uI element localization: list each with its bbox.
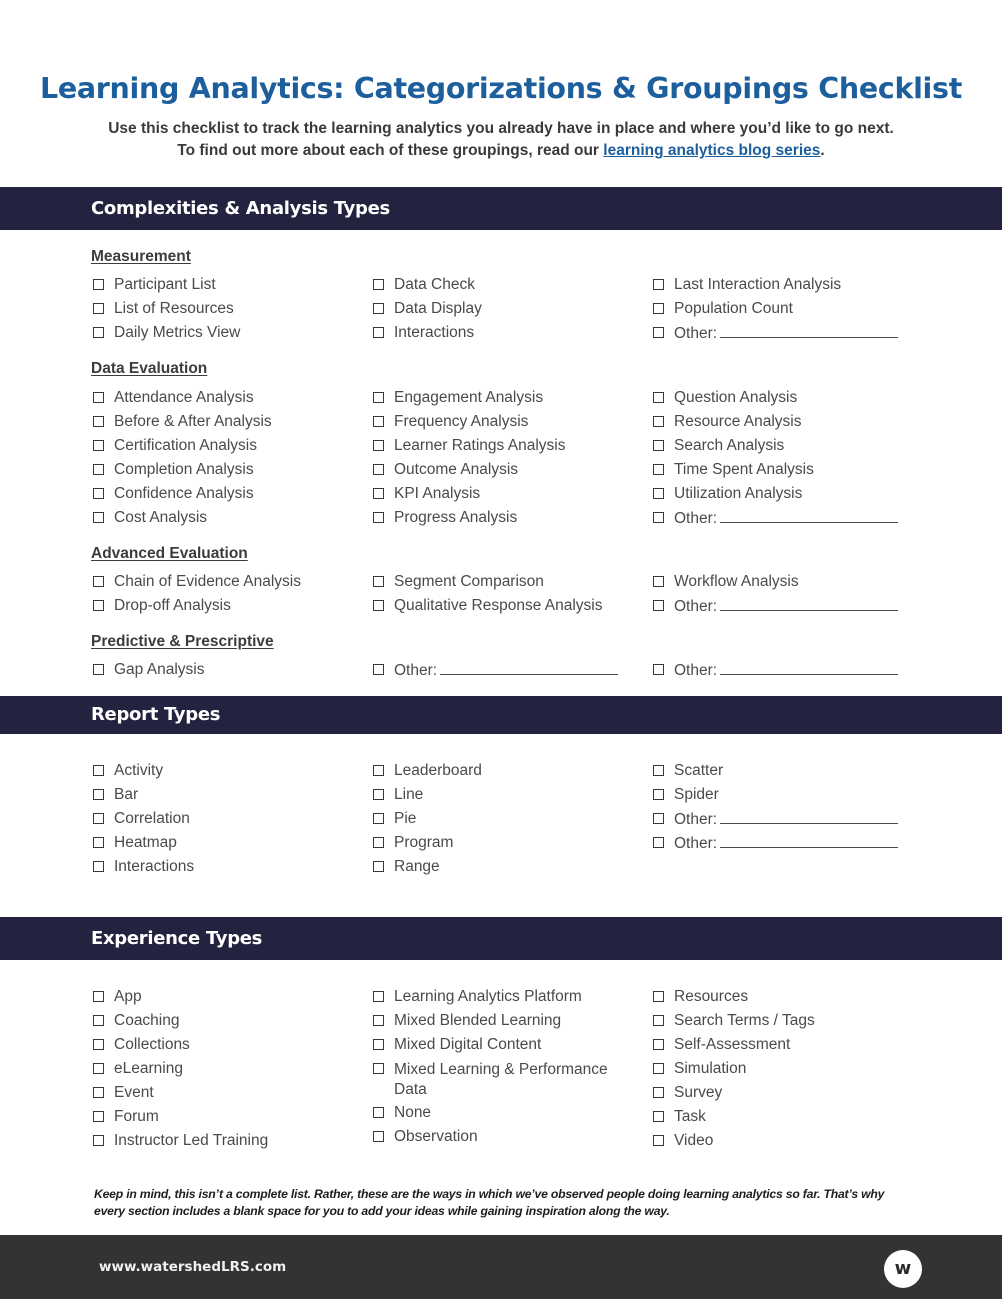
checkbox[interactable] <box>93 392 104 403</box>
checklist-item-label: Pie <box>394 810 417 827</box>
checkbox[interactable] <box>93 512 104 523</box>
checkbox[interactable] <box>653 1015 664 1026</box>
checklist-item[interactable] <box>371 1036 641 1060</box>
checkbox[interactable] <box>653 1087 664 1098</box>
checklist-item[interactable] <box>371 276 641 300</box>
checklist-item[interactable] <box>371 597 641 621</box>
other-write-in-field[interactable] <box>720 597 898 611</box>
checklist-item-label: Confidence Analysis <box>114 485 254 502</box>
checklist-item-label: Before & After Analysis <box>114 413 272 430</box>
checklist-item[interactable] <box>371 413 641 437</box>
checklist-column <box>91 988 361 1156</box>
checklist-item-label: Chain of Evidence Analysis <box>114 573 301 590</box>
checklist-item[interactable] <box>91 858 361 882</box>
checklist-column <box>91 573 361 621</box>
checklist-item[interactable] <box>651 276 921 300</box>
checklist-item[interactable] <box>651 597 921 621</box>
checklist-column <box>651 389 921 533</box>
checklist-item[interactable] <box>91 762 361 786</box>
checkbox[interactable] <box>373 813 384 824</box>
checklist-item[interactable] <box>371 762 641 786</box>
blog-series-link[interactable]: learning analytics blog series <box>603 142 821 159</box>
checkbox[interactable] <box>93 416 104 427</box>
other-write-in-field[interactable] <box>720 509 898 523</box>
section-band-report-types <box>0 696 1002 734</box>
checkbox[interactable] <box>93 488 104 499</box>
checkbox[interactable] <box>653 664 664 675</box>
section-title: Complexities & Analysis Types <box>91 198 390 219</box>
checkbox[interactable] <box>373 1015 384 1026</box>
checklist-item[interactable] <box>371 1060 621 1104</box>
checkbox[interactable] <box>373 416 384 427</box>
checklist-item[interactable] <box>651 573 921 597</box>
checklist-item-label: Other: <box>674 835 718 852</box>
checkbox[interactable] <box>653 440 664 451</box>
checklist-item[interactable] <box>651 834 921 858</box>
checklist-item-label: Attendance Analysis <box>114 389 254 406</box>
checklist-column <box>371 276 641 348</box>
checkbox[interactable] <box>373 512 384 523</box>
checklist-item[interactable] <box>91 834 361 858</box>
checklist-column <box>651 661 921 685</box>
checklist-item[interactable] <box>371 1128 641 1152</box>
checklist-item-label: Time Spent Analysis <box>674 461 814 478</box>
checkbox[interactable] <box>373 789 384 800</box>
checklist-item-label: Event <box>114 1084 154 1101</box>
checklist-item-label: Interactions <box>394 324 475 341</box>
checklist-column <box>651 762 921 858</box>
checkbox[interactable] <box>653 279 664 290</box>
checklist-item-label: Interactions <box>114 858 195 875</box>
checklist-item[interactable] <box>651 1012 921 1036</box>
checklist-item[interactable] <box>91 437 361 461</box>
checklist-item[interactable] <box>651 437 921 461</box>
checklist-item-label: Population Count <box>674 300 793 317</box>
checklist-item[interactable] <box>651 324 921 348</box>
checklist-item[interactable] <box>371 786 641 810</box>
other-write-in-field[interactable] <box>720 834 898 848</box>
checklist-item-label: Question Analysis <box>674 389 798 406</box>
checkbox[interactable] <box>653 464 664 475</box>
checkbox[interactable] <box>373 279 384 290</box>
checkbox[interactable] <box>653 1039 664 1050</box>
checklist-column <box>91 389 361 533</box>
checkbox[interactable] <box>653 488 664 499</box>
checklist-item[interactable] <box>651 389 921 413</box>
checklist-item[interactable] <box>651 509 921 533</box>
checkbox[interactable] <box>373 837 384 848</box>
checklist-item-label: Other: <box>674 325 718 342</box>
checkbox[interactable] <box>653 576 664 587</box>
checkbox[interactable] <box>93 1087 104 1098</box>
checklist-item[interactable] <box>91 1084 361 1108</box>
checklist-item-label: Search Analysis <box>674 437 785 454</box>
checklist-item[interactable] <box>371 324 641 348</box>
checklist-item[interactable] <box>371 858 641 882</box>
section-title: Report Types <box>91 704 221 725</box>
checkbox[interactable] <box>653 512 664 523</box>
checklist-item-label: Survey <box>674 1084 723 1101</box>
group-heading-advanced-evaluation: Advanced Evaluation <box>91 545 248 562</box>
checklist-item-label: Daily Metrics View <box>114 324 241 341</box>
checkbox[interactable] <box>373 464 384 475</box>
checkbox[interactable] <box>653 1111 664 1122</box>
checkbox[interactable] <box>373 303 384 314</box>
checklist-item[interactable] <box>91 810 361 834</box>
checklist-item-label: eLearning <box>114 1060 183 1077</box>
checklist-item[interactable] <box>651 485 921 509</box>
checklist-column <box>371 389 641 533</box>
checklist-item-label: Mixed Digital Content <box>394 1036 542 1053</box>
checkbox[interactable] <box>93 1063 104 1074</box>
checklist-item[interactable] <box>371 1104 641 1128</box>
checkbox[interactable] <box>653 1135 664 1146</box>
checklist-item-label: Progress Analysis <box>394 509 518 526</box>
checklist-item-label: Cost Analysis <box>114 509 208 526</box>
checklist-item-label: None <box>394 1104 432 1121</box>
checklist-item-label: Forum <box>114 1108 159 1125</box>
group-heading-measurement: Measurement <box>91 248 191 265</box>
checkbox[interactable] <box>373 440 384 451</box>
checklist-item-label: Engagement Analysis <box>394 389 544 406</box>
checklist-item-label: Observation <box>394 1128 478 1145</box>
checklist-item[interactable] <box>651 1132 921 1156</box>
checklist-item[interactable] <box>371 573 641 597</box>
checkbox[interactable] <box>373 991 384 1002</box>
checkbox[interactable] <box>373 488 384 499</box>
checklist-column <box>371 762 641 882</box>
checklist-item-label: KPI Analysis <box>394 485 481 502</box>
checklist-item[interactable] <box>91 276 361 300</box>
checklist-item[interactable] <box>91 1132 361 1156</box>
checklist-column <box>371 661 641 685</box>
checkbox[interactable] <box>373 392 384 403</box>
checklist-item[interactable] <box>651 461 921 485</box>
checklist-item-label: Gap Analysis <box>114 661 205 678</box>
checkbox[interactable] <box>653 789 664 800</box>
checkbox[interactable] <box>93 1039 104 1050</box>
checklist-item-label: Resources <box>674 988 749 1005</box>
checklist-item-label: Line <box>394 786 424 803</box>
footer-url[interactable]: www.watershedLRS.com <box>99 1259 287 1275</box>
checklist-item[interactable] <box>651 810 921 834</box>
checkbox[interactable] <box>93 440 104 451</box>
checklist-item[interactable] <box>91 661 361 685</box>
checklist-column <box>371 988 641 1152</box>
section-title: Experience Types <box>91 928 263 949</box>
checklist-item-label: Outcome Analysis <box>394 461 519 478</box>
checklist-item[interactable] <box>91 389 361 413</box>
checklist-item[interactable] <box>651 762 921 786</box>
checklist-item-label: Participant List <box>114 276 216 293</box>
checklist-item[interactable] <box>91 786 361 810</box>
checkbox[interactable] <box>373 1131 384 1142</box>
checkbox[interactable] <box>93 1135 104 1146</box>
checkbox[interactable] <box>653 600 664 611</box>
page-title: Learning Analytics: Categorizations & Groupings Checklist <box>39 72 963 105</box>
closing-note: Keep in mind, this isn’t a complete list. Rather, these are the ways in which we’ve observed people doing learning analytics so far. That’s why every section includes a blank space for you to add your ideas while gaining inspiration along the way. <box>94 1187 885 1218</box>
checkbox[interactable] <box>93 303 104 314</box>
checklist-item-label: Workflow Analysis <box>674 573 799 590</box>
subtitle-line-2 <box>0 142 1002 160</box>
checklist-item[interactable] <box>371 834 641 858</box>
checklist-item-label: Correlation <box>114 810 190 827</box>
checkbox[interactable] <box>93 789 104 800</box>
subtitle-line-1: Use this checklist to track the learning analytics you already have in place and where you’d like to go next. <box>108 120 894 137</box>
checklist-column <box>651 276 921 348</box>
checklist-item[interactable] <box>651 300 921 324</box>
checklist-item-label: Completion Analysis <box>114 461 254 478</box>
checkbox[interactable] <box>93 813 104 824</box>
checkbox[interactable] <box>653 1063 664 1074</box>
footer <box>0 1235 1002 1299</box>
checklist-item-label: Last Interaction Analysis <box>674 276 842 293</box>
checkbox[interactable] <box>93 991 104 1002</box>
checklist-item[interactable] <box>91 597 361 621</box>
checkbox[interactable] <box>93 765 104 776</box>
checklist-item-label: Spider <box>674 786 719 803</box>
checklist-item-label: Self-Assessment <box>674 1036 791 1053</box>
checklist-item-label: Utilization Analysis <box>674 485 803 502</box>
checkbox[interactable] <box>93 279 104 290</box>
checklist-item-label: Simulation <box>674 1060 747 1077</box>
checklist-item-label: Certification Analysis <box>114 437 258 454</box>
watershed-logo-icon: w <box>884 1250 922 1288</box>
checkbox[interactable] <box>653 327 664 338</box>
section-band-experience-types <box>0 917 1002 960</box>
checklist-item-label: Resource Analysis <box>674 413 802 430</box>
checkbox[interactable] <box>373 1063 384 1074</box>
checklist-item-label: Program <box>394 834 454 851</box>
checklist-item-label: Data Display <box>394 300 482 317</box>
checklist-item-label: Segment Comparison <box>394 573 544 590</box>
checkbox[interactable] <box>93 327 104 338</box>
checkbox[interactable] <box>93 600 104 611</box>
checklist-item-label: Leaderboard <box>394 762 482 779</box>
checklist-item-label: Task <box>674 1108 706 1125</box>
checkbox[interactable] <box>93 1015 104 1026</box>
checklist-item-label: Mixed Blended Learning <box>394 1012 562 1029</box>
checkbox[interactable] <box>93 837 104 848</box>
checklist-item-label: Other: <box>394 662 438 679</box>
subtitle-suffix: . <box>820 142 825 159</box>
checklist-item-label: Drop-off Analysis <box>114 597 231 614</box>
checklist-item[interactable] <box>651 661 921 685</box>
checklist-item-label: Mixed Learning & Performance Data <box>394 1061 608 1098</box>
checklist-item[interactable] <box>91 1108 361 1132</box>
checkbox[interactable] <box>93 664 104 675</box>
checklist-item[interactable] <box>651 1036 921 1060</box>
other-write-in-field[interactable] <box>720 810 898 824</box>
checkbox[interactable] <box>373 765 384 776</box>
checklist-item[interactable] <box>651 1060 921 1084</box>
other-write-in-field[interactable] <box>440 661 618 675</box>
checklist-item-label: App <box>114 988 142 1005</box>
checklist-item[interactable] <box>371 810 641 834</box>
checkbox[interactable] <box>373 1107 384 1118</box>
checkbox[interactable] <box>653 303 664 314</box>
checklist-item-label: Video <box>674 1132 714 1149</box>
checklist-item[interactable] <box>91 573 361 597</box>
checklist-item-label: Range <box>394 858 440 875</box>
checklist-item[interactable] <box>371 461 641 485</box>
checklist-item[interactable] <box>371 389 641 413</box>
checklist-item-label: List of Resources <box>114 300 234 317</box>
checklist-item-label: Other: <box>674 811 718 828</box>
subtitle-prefix: To find out more about each of these groupings, read our <box>177 142 604 159</box>
checklist-item-label: Instructor Led Training <box>114 1132 269 1149</box>
checklist-column <box>91 661 361 685</box>
checkbox[interactable] <box>373 1039 384 1050</box>
checkbox[interactable] <box>373 600 384 611</box>
checklist-item-label: Search Terms / Tags <box>674 1012 815 1029</box>
checklist-item-label: Coaching <box>114 1012 180 1029</box>
checklist-item-label: Learning Analytics Platform <box>394 988 582 1005</box>
checkbox[interactable] <box>373 861 384 872</box>
checklist-item-label: Heatmap <box>114 834 177 851</box>
checklist-item[interactable] <box>371 988 641 1012</box>
checklist-item[interactable] <box>91 1060 361 1084</box>
checklist-item-label: Frequency Analysis <box>394 413 529 430</box>
checklist-item[interactable] <box>651 1084 921 1108</box>
checklist-item[interactable] <box>651 413 921 437</box>
group-heading-predictive-prescriptive: Predictive & Prescriptive <box>91 633 274 650</box>
group-heading-data-evaluation: Data Evaluation <box>91 360 208 377</box>
checkbox[interactable] <box>93 464 104 475</box>
checklist-item[interactable] <box>91 988 361 1012</box>
checklist-column <box>651 573 921 621</box>
checklist-item[interactable] <box>91 300 361 324</box>
checklist-item[interactable] <box>371 661 641 685</box>
other-write-in-field[interactable] <box>720 324 898 338</box>
checklist-item[interactable] <box>651 988 921 1012</box>
checklist-item[interactable] <box>91 413 361 437</box>
checklist-column <box>371 573 641 621</box>
checklist-item-label: Other: <box>674 662 718 679</box>
section-band-complexities <box>0 187 1002 230</box>
checklist-item[interactable] <box>651 786 921 810</box>
checkbox[interactable] <box>373 576 384 587</box>
checklist-item-label: Scatter <box>674 762 724 779</box>
checklist-item-label: Bar <box>114 786 139 803</box>
checklist-item[interactable] <box>371 509 641 533</box>
checkbox[interactable] <box>653 991 664 1002</box>
checklist-item[interactable] <box>91 324 361 348</box>
checklist-item[interactable] <box>371 437 641 461</box>
checkbox[interactable] <box>93 861 104 872</box>
checklist-item-label: Qualitative Response Analysis <box>394 597 603 614</box>
checkbox[interactable] <box>653 837 664 848</box>
checklist-item[interactable] <box>91 1036 361 1060</box>
checkbox[interactable] <box>373 327 384 338</box>
checklist-item[interactable] <box>371 1012 641 1036</box>
checkbox[interactable] <box>373 664 384 675</box>
checklist-item-label: Learner Ratings Analysis <box>394 437 566 454</box>
checklist-item-label: Other: <box>674 598 718 615</box>
checklist-column <box>91 762 361 882</box>
checkbox[interactable] <box>653 416 664 427</box>
checklist-item-label: Other: <box>674 510 718 527</box>
checkbox[interactable] <box>653 765 664 776</box>
checkbox[interactable] <box>93 576 104 587</box>
checklist-item[interactable] <box>91 509 361 533</box>
checkbox[interactable] <box>93 1111 104 1122</box>
checklist-item-label: Collections <box>114 1036 190 1053</box>
checklist-item[interactable] <box>91 461 361 485</box>
checklist-item[interactable] <box>91 1012 361 1036</box>
checkbox[interactable] <box>653 392 664 403</box>
checklist-column <box>91 276 361 348</box>
checklist-item-label: Data Check <box>394 276 475 293</box>
checklist-item[interactable] <box>91 485 361 509</box>
other-write-in-field[interactable] <box>720 661 898 675</box>
checklist-item[interactable] <box>371 300 641 324</box>
checklist-item[interactable] <box>371 485 641 509</box>
checklist-column <box>651 988 921 1156</box>
checklist-item[interactable] <box>651 1108 921 1132</box>
checkbox[interactable] <box>653 813 664 824</box>
checklist-item-label: Activity <box>114 762 164 779</box>
